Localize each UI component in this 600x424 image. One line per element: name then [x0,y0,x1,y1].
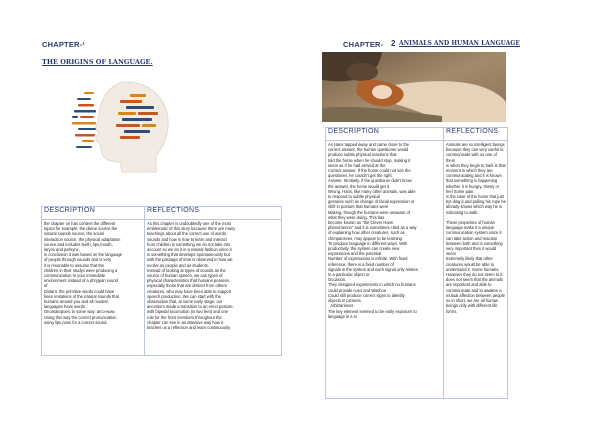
left-header-divider [42,219,281,220]
right-reflections-text: Animals are so intelligent beings because they can very useful to communicate with us one of them is when they begin to bark is that moment in which they are communicating and it is known that something is happening whether it is hungry, thirsty or feel Some pain. is the case of the horse that just byt ding it and pulling his rope he already knows which way he is indicating to walk. These properties of human language make it a unique communication system since it can take action and reaction between both and is something very important then it would seem Extremely likely that other creatures would be able to understand it. Some humans, However they do not seem to it does not seem that the animals are important and able to communicate and to awaken a mutual affection between people so in short, we are all human beings only with different life forms. [446,142,506,314]
left-chapter-label: CHAPTER-¹ [42,40,86,49]
right-description-header: DESCRIPTION [328,128,380,135]
right-chapter-title: ANIMALS AND HUMAN LANGUAGE [399,40,520,47]
left-chapter-title: THE ORIGINS OF LANGUAGE. [42,58,153,66]
right-reflections-header: REFLECTIONS [446,128,499,135]
left-description-table [41,206,282,356]
head-speaking-illustration [72,72,182,174]
right-chapter-label: CHAPTER- [343,40,384,49]
left-description-header: DESCRIPTION [44,207,96,214]
woman-and-horse-photo [322,52,506,122]
left-reflections-text: As this chapter is undoubtedly one of the most emblematic of this story because there are many teachings about all the correct use of words, sounds and how is how to learn and interact from children is something we do not take into account so we do it in a natural fashion since it is something that develops spontaneously but with the passage of time is observed in how we evolve as people and as students. Instead of looking at types of sounds as the source of human speech, we can types of physical characteristics that humans possess, especially those that are distinct from others creatures, who may have been able to support speech production. We can start with the observation that, at some early stage, our ancestors made a transition to an erect posture, with bipedal locomotion (in two feet) and one role for the front members throughout the chapter can see in an attentive way how it teaches us a reflection and learn continuously. [147,221,236,331]
right-chapter-number: 2 [391,39,396,48]
right-header-divider [326,140,507,141]
right-column-divider [443,128,444,398]
left-reflections-header: REFLECTIONS [147,207,200,214]
left-column-divider [144,207,145,355]
right-description-table [325,127,508,399]
left-description-text: the chapter on has content the different topics for example: the divine source,the natural sounds source, the social interaction source, the physical adaptation source and includes teeth, lips,mouth, larynx and pahrynx, in conclusion it was based on the language of people through sounds and is very it is resonable to assume that the children in their studys were producing a communication to your immediate environment instead of a phrygian sound of Distant. the primitive words could have been imitations of the natural sounds that humans around you and all modern languages have words Onomatopoeic in some way: arco-wow. Using this way the correct pronunciation using lips,nose for a correct sound. [44,221,123,325]
right-description-text: As Hans tapped away and came close to the correct answer, the human questioner would produce subtle physical reactions that told the horse when he should stop, making it seem as if he had arrived at the Correct answer. If the horse could not see the questioner, he couldn't get the right Answer. Similarly, if the questioner didn't know the answer, the horse would get it Wrong. Hans, like many other animals, was able to respond to subtle physical gestures such as change of facial expression or shift in posture that humans were Making, though the humans were unaware of what they were doing. This has become known as "the Clever Hans phenomenon" and it is sometimes cited as a way of explaining how other creatures, such as chimpanzees, may appear to be learning To produce language in different ways. With productivity, the system can create new expressions and the potential Number of expressions is infinite. With fixed reference, there is a fixed number of signals in the system and each signal only relates to a particular object or Occasion. They designed experiments in which no humans could provide cues and Washoe Could still produce correct signs to identify objects in pictures. Arbitrariness The key element seemed to be early exposure to language in a si [328,142,418,319]
